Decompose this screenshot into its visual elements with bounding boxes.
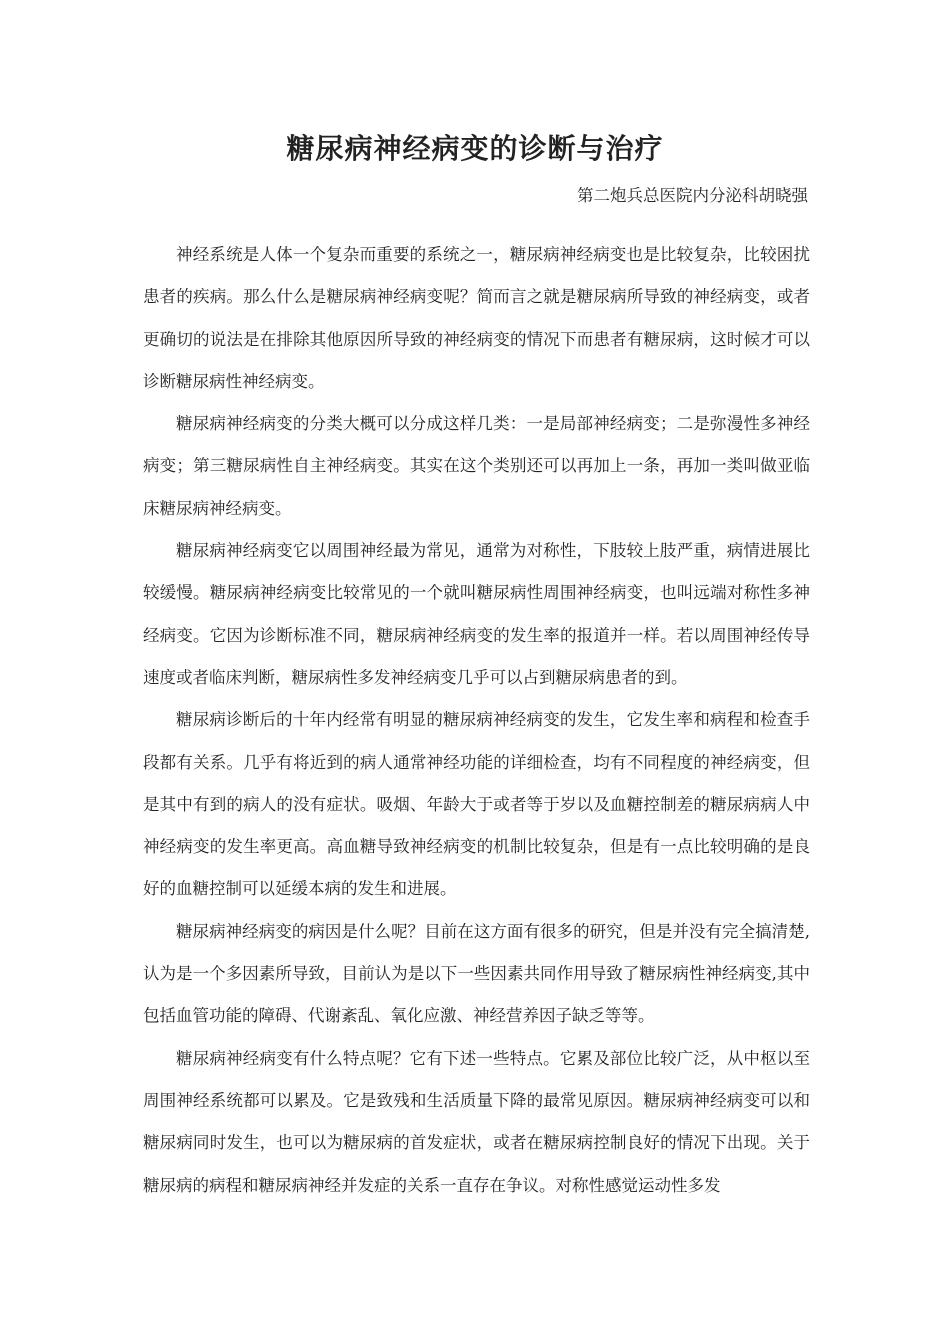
author-affiliation: 第二炮兵总医院内分泌科胡晓强 [577,186,808,205]
document-title: 糖尿病神经病变的诊断与治疗 [286,131,664,165]
paragraph-peripheral-neuropathy: 糖尿病神经病变它以周围神经最为常见，通常为对称性，下肢较上肢严重，病情进展比较缓慢。糖尿病神经病变比较常见的一个就叫糖尿病性周围神经病变，也叫远端对称性多神经病变。它因为诊断标准不同，糖尿病神经病变的发生率的报道并一样。若以周围神经传导速度或者临床判断，糖尿病性多发神经病变几乎可以占到糖尿病患者的到。 [143,541,810,687]
paragraph-classification: 糖尿病神经病变的分类大概可以分成这样几类：一是局部神经病变；二是弥漫性多神经病变；第三糖尿病性自主神经病变。其实在这个类别还可以再加上一条，再加一类叫做亚临床糖尿病神经病变。 [143,414,810,518]
paragraph-characteristics: 糖尿病神经病变有什么特点呢？它有下述一些特点。它累及部位比较广泛，从中枢以至周围神经系统都可以累及。它是致残和生活质量下降的最常见原因。糖尿病神经病变可以和糖尿病同时发生，也可以为糖尿病的首发症状，或者在糖尿病控制良好的情况下出现。关于糖尿病的病程和糖尿病神经并发症的关系一直存在争议。对称性感觉运动性多发 [143,1048,810,1195]
paragraph-etiology: 糖尿病神经病变的病因是什么呢？目前在这方面有很多的研究，但是并没有完全搞清楚,认为是一个多因素所导致，目前认为是以下一些因素共同作用导致了糖尿病性神经病变,其中包括血管功能的障碍、代谢紊乱、氧化应激、神经营养因子缺乏等等。 [143,921,810,1026]
paragraph-incidence: 糖尿病诊断后的十年内经常有明显的糖尿病神经病变的发生，它发生率和病程和检查手段都有关系。几乎有将近到的病人通常神经功能的详细检查，均有不同程度的神经病变，但是其中有到的病人的没有症状。吸烟、年龄大于或者等于岁以及血糖控制差的糖尿病病人中神经病变的发生率更高。高血糖导致神经病变的机制比较复杂，但是有一点比较明确的是良好的血糖控制可以延缓本病的发生和进展。 [143,710,810,899]
document-body [143,234,810,1207]
paragraph-definition: 神经系统是人体一个复杂而重要的系统之一，糖尿病神经病变也是比较复杂，比较困扰患者的疾病。那么什么是糖尿病神经病变呢？简而言之就是糖尿病所导致的神经病变，或者更确切的说法是在排除其他原因所导致的神经病变的情况下而患者有糖尿病，这时候才可以诊断糖尿病性神经病变。 [143,245,810,391]
